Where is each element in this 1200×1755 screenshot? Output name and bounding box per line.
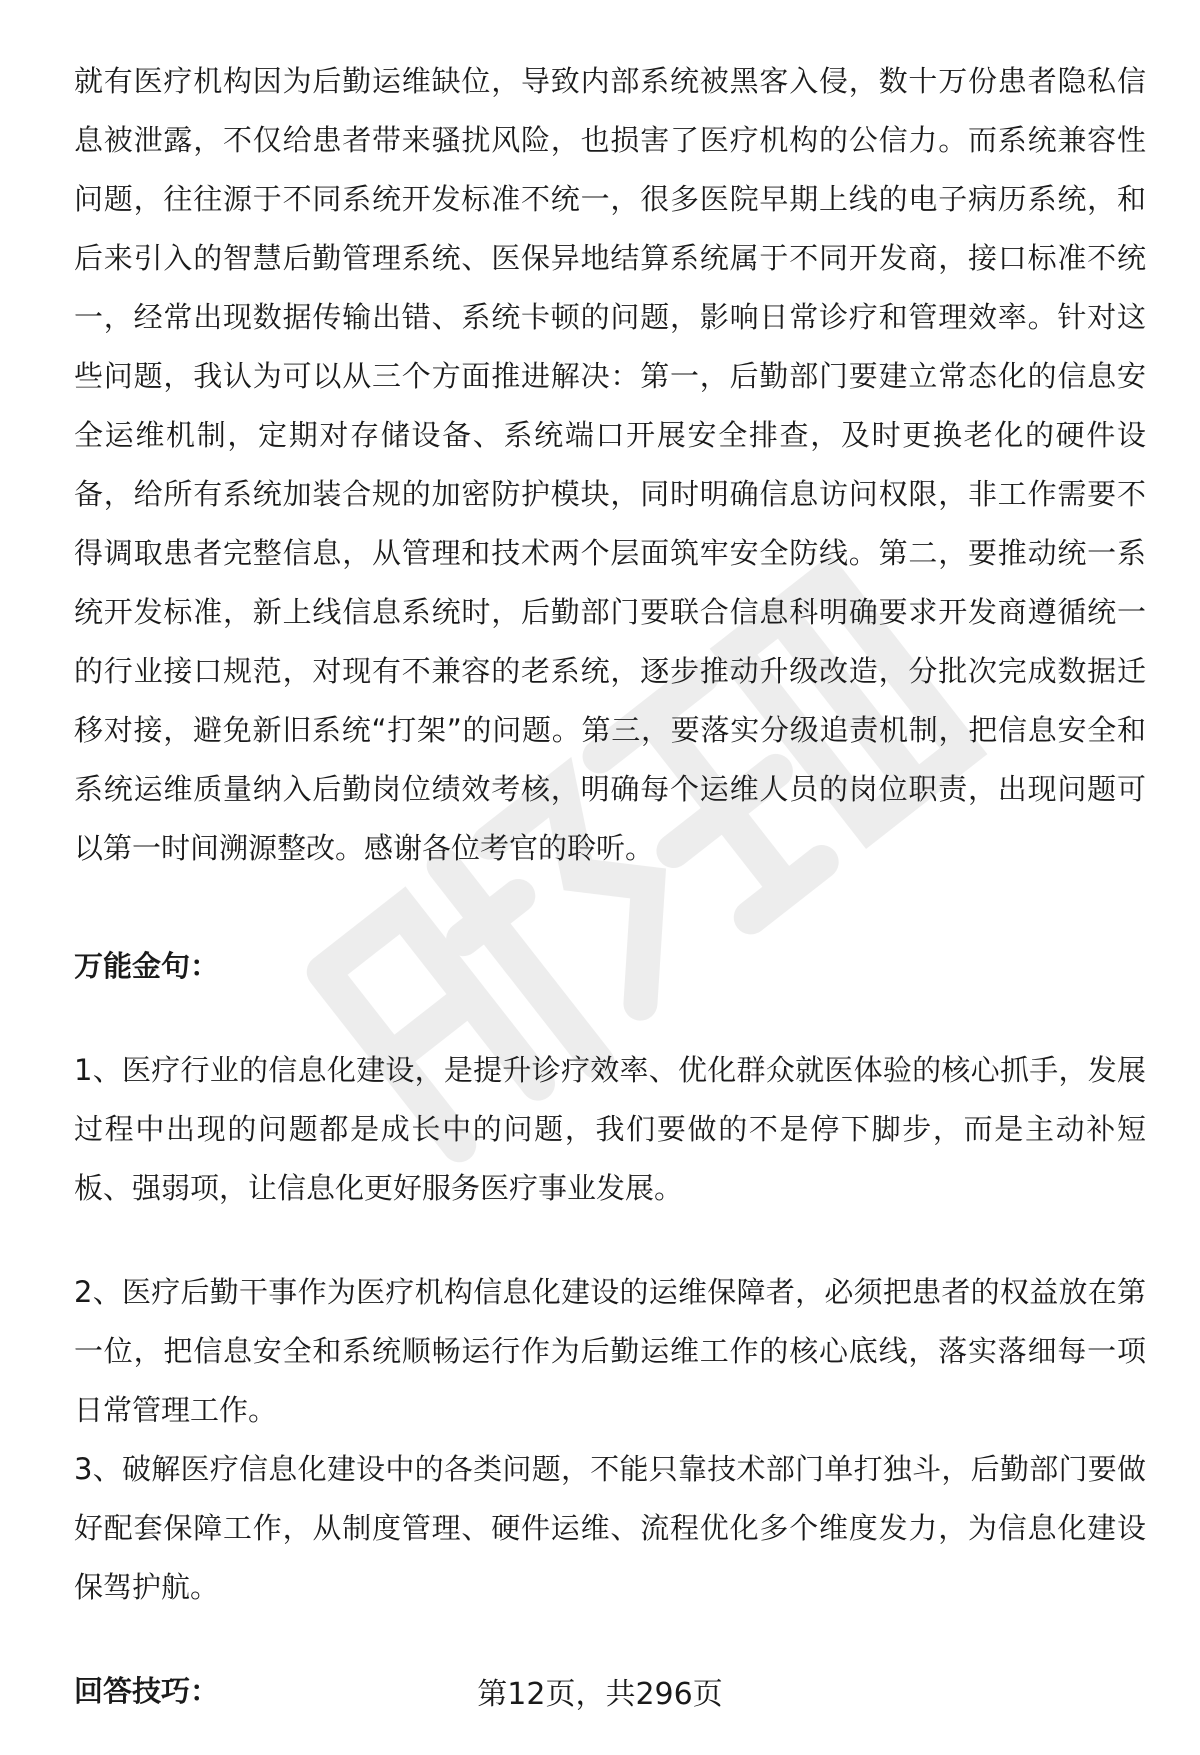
page-number: 第12页，共296页: [477, 1677, 723, 1712]
list-item: 1、医疗行业的信息化建设，是提升诊疗效率、优化群众就医体验的核心抓手，发展过程中出现的问题都是成长中的问题，我们要做的不是停下脚步，而是主动补短板、强弱项，让信息化更好服务医疗事业发展。: [74, 1053, 1146, 1205]
document-page: [74, 52, 1146, 1721]
body-paragraph: 就有医疗机构因为后勤运维缺位，导致内部系统被黑客入侵，数十万份患者隐私信息被泄露，不仅给患者带来骚扰风险，也损害了医疗机构的公信力。而系统兼容性问题，往往源于不同系统开发标准不统一，很多医院早期上线的电子病历系统，和后来引入的智慧后勤管理系统、医保异地结算系统属于不同开发商，接口标准不统一，经常出现数据传输出错、系统卡顿的问题，影响日常诊疗和管理效率。针对这些问题，我认为可以从三个方面推进解决：第一，后勤部门要建立常态化的信息安全运维机制，定期对存储设备、系统端口开展安全排查，及时更换老化的硬件设备，给所有系统加装合规的加密防护模块，同时明确信息访问权限，非工作需要不得调取患者完整信息，从管理和技术两个层面筑牢安全防线。第二，要推动统一系统开发标准，新上线信息系统时，后勤部门要联合信息科明确要求开发商遵循统一的行业接口规范，对现有不兼容的老系统，逐步推动升级改造，分批次完成数据迁移对接，避免新旧系统“打架”的问题。第三，要落实分级追责机制，把信息安全和系统运维质量纳入后勤岗位绩效考核，明确每个运维人员的岗位职责，出现问题可以第一时间溯源整改。感谢各位考官的聆听。: [74, 64, 1146, 865]
list-item: 3、破解医疗信息化建设中的各类问题，不能只靠技术部门单打独斗，后勤部门要做好配套保障工作，从制度管理、硬件运维、流程优化多个维度发力，为信息化建设保驾护航。: [74, 1452, 1146, 1604]
list-item: 2、医疗后勤干事作为医疗机构信息化建设的运维保障者，必须把患者的权益放在第一位，把信息安全和系统顺畅运行作为后勤运维工作的核心底线，落实落细每一项日常管理工作。: [74, 1275, 1146, 1427]
section-heading-universal: 万能金句：: [74, 949, 220, 983]
section-heading-tips: 回答技巧：: [74, 1674, 220, 1708]
